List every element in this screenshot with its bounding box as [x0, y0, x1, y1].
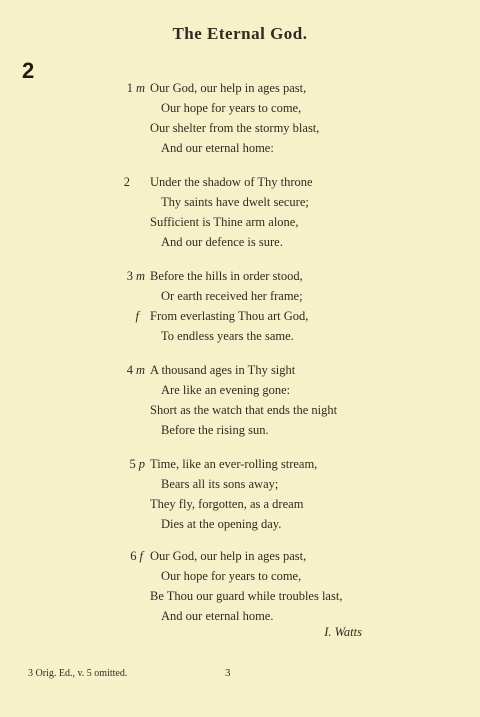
- stanza-4-line-3: Short as the watch that ends the night: [150, 403, 338, 417]
- stanza-1-marker: [100, 78, 145, 98]
- stanza-3-line-3-dynamic: f: [135, 309, 139, 323]
- page-number: 3: [225, 667, 231, 679]
- stanza-2-line-4: And our defence is sure.: [161, 235, 283, 249]
- stanza-3-line-3-marker: [100, 306, 139, 326]
- stanza-1-line-4: And our eternal home:: [161, 141, 274, 155]
- stanza-4-marker: [100, 360, 145, 380]
- stanza-2-marker: [100, 172, 130, 192]
- stanza-3-line-1: Before the hills in order stood,: [150, 269, 303, 283]
- stanza-2-line-1: Under the shadow of Thy throne: [150, 175, 313, 189]
- stanza-1-line-3: Our shelter from the stormy blast,: [150, 121, 320, 135]
- stanza-1-line-2: Our hope for years to come,: [161, 101, 302, 115]
- stanza-4-line-1: A thousand ages in Thy sight: [150, 363, 296, 377]
- stanza-4-line-2: Are like an evening gone:: [161, 383, 291, 397]
- stanza-3-marker: [100, 266, 145, 286]
- stanza-6-line-1: Our God, our help in ages past,: [150, 549, 307, 563]
- stanza-3-line-3: From everlasting Thou art God,: [150, 309, 309, 323]
- stanza-3-dynamic: m: [135, 269, 145, 283]
- stanza-2-number: 2: [123, 175, 130, 189]
- stanza-3-number: 3: [126, 269, 133, 283]
- stanza-5-dynamic: p: [138, 457, 145, 471]
- stanza-6-dynamic: f: [139, 549, 143, 563]
- stanza-3-line-4: To endless years the same.: [161, 329, 294, 343]
- stanza-5-number: 5: [129, 457, 136, 471]
- stanza-5-marker: [100, 454, 145, 474]
- stanza-2-line-3: Sufficient is Thine arm alone,: [150, 215, 299, 229]
- stanza-1-line-1: Our God, our help in ages past,: [150, 81, 307, 95]
- footnote: 3 Orig. Ed., v. 5 omitted.: [28, 668, 128, 679]
- stanza-1-dynamic: m: [135, 81, 145, 95]
- stanza-6-line-2: Our hope for years to come,: [161, 569, 302, 583]
- page-title: The Eternal God.: [172, 24, 308, 43]
- stanza-6-line-3: Be Thou our guard while troubles last,: [150, 589, 343, 603]
- stanza-1-number: 1: [126, 81, 133, 95]
- stanza-4-number: 4: [126, 363, 133, 377]
- stanza-6-line-4: And our eternal home.: [161, 609, 274, 623]
- stanza-2-line-2: Thy saints have dwelt secure;: [161, 195, 309, 209]
- stanza-4-line-4: Before the rising sun.: [161, 423, 269, 437]
- stanza-5-line-3: They fly, forgotten, as a dream: [150, 497, 304, 511]
- stanza-5-line-2: Bears all its sons away;: [161, 477, 279, 491]
- stanza-3-line-2: Or earth received her frame;: [161, 289, 303, 303]
- stanza-5-line-4: Dies at the opening day.: [161, 517, 282, 531]
- stanza-4-dynamic: m: [135, 363, 145, 377]
- author-attribution: I. Watts: [324, 625, 362, 639]
- stanza-5-line-1: Time, like an ever-rolling stream,: [150, 457, 318, 471]
- stanza-6-marker: [100, 546, 143, 566]
- hymn-number: 2: [22, 58, 35, 83]
- stanza-6-number: 6: [130, 549, 137, 563]
